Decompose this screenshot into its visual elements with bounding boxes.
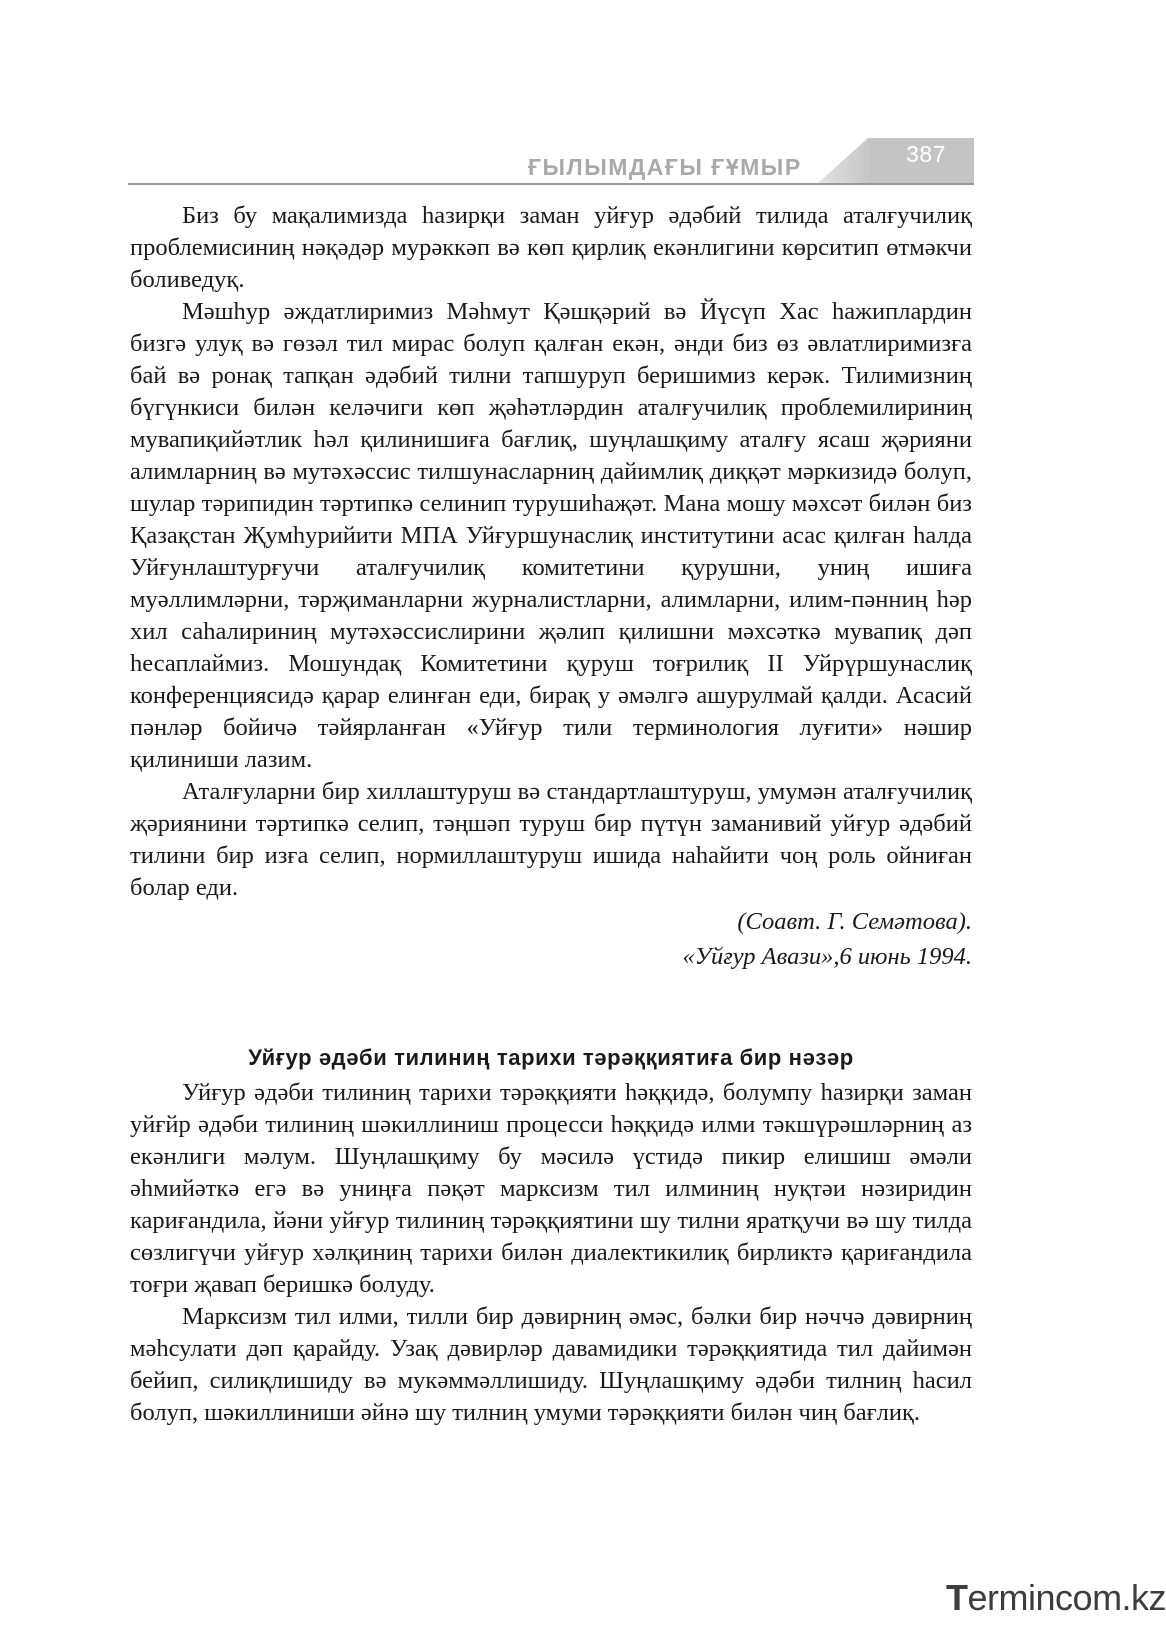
paragraph: Мәшһур әждатлиримиз Мәһмут Қәшқәрий вә Йүсүп Хас һажиплардин бизгә улуқ вә гөзәл тил мирас болуп қалған екән, әнди биз өз әвлатлиримизға бай вә ронақ тапқан әдәбий тилни тапшуруп беришимиз керәк. Тилимизниң бүгүнкиси билән келәчиги көп җәһәтләрдин атaлғучилиқ проблемилириниң мувапиқийәтлик һәл қилинишиға бағлиқ, шуңлашқиму аталғу ясаш җәрияни алимларниң вә мутәхәссис тилшунасларниң дайимлиқ диққәт мәркизидә болуп, шулар тәрипидин тәртипкә селинип турушиһаҗәт. Мана мошу мәхсәт билән биз Қазақстан Җумһурийити МПА Уйғуршунаслиқ институтини асас қилған һалда Уйғунлаштурғучи атaлғучилиқ комитетини қурушни, униң ишиға муәллимләрни, тәрҗиманларни журналистларни, алимларни, илим-пәнниң һәр хил саһалириниң мутәхәссислирини җәлип қилишни мәхсәткә мувапиқ дәп һесаплаймиз. Мошундақ Комитетини қуруш тоғрилиқ II Уйрүршунаслиқ конференциясидә қарар елинған еди, бирақ у әмәлгә ашурулмай қалди. Асасий пәнләр бойичә тәйярланған «Уйғур тили терминология луғити» нәшир қилиниши лазим. xyxy=(130,298,972,773)
section-title: Уйғур әдәби тилиниң тарихи тәрәққиятиға бир нәзәр xyxy=(248,1045,854,1070)
page-number-tab xyxy=(818,138,974,183)
watermark-domain: m.kz xyxy=(1092,1577,1166,1618)
watermark-initial: T xyxy=(946,1577,968,1618)
header-title: ҒЫЛЫМДАҒЫ ҒҰМЫР xyxy=(528,154,802,180)
signature-source: «Уйғур Авази»,6 июнь 1994. xyxy=(682,943,972,970)
paragraph: Уйғур әдәби тилиниң тарихи тәрәққияти һәққидә, болумпу һазирқи заман уйғйр әдәби тилиниң шәкиллиниш процесси һәққидә илми тәкшүрәшләрниң аз екәнлиги мәлум. Шуңлашқиму бу мәсилә үстидә пикир елишиш әмәли әһмийәткә егә вә униңға пәқәт марксизм тил илминиң нуқтәи нәзиридин кариғандила, йәни уйғур тилиниң тәрәққиятини шу тилни яратқучи вә шу тилда сөзлигүчи уйғур хәлқиниң тарихи билән диалектикилиқ бирликтә қариғандила тоғри җавап беришкә болуду. xyxy=(130,1079,972,1298)
paragraph: Марксизм тил илми, тилли бир дәвирниң әмәс, бәлки бир нәччә дәвирниң мәһсулати дәп қарайду. Узақ дәвирләр давамидики тәрәққиятида тил дайимән бейип, силиқлишиду вә мукәммәллишиду. Шуңлашқиму әдәби тилниң һасил болуп, шәкиллиниши әйнә шу тилниң умуми тәрәққияти билән чиң бағлиқ. xyxy=(130,1303,972,1426)
site-watermark xyxy=(946,1577,1166,1619)
signature-block xyxy=(130,904,972,974)
page-number: 387 xyxy=(906,141,946,167)
signature-authors: (Соавт. Г. Семәтова). xyxy=(737,908,972,935)
page-body xyxy=(130,200,972,1429)
running-header xyxy=(128,138,974,190)
header-rule xyxy=(128,183,974,185)
paragraph: Аталғуларни бир хиллаштуруш вә стандартлаштуруш, умумән атaлғучилиқ җәриянини тәртипкә селип, тәңшәп туруш бир пүтүн заманивий уйғур әдәбий тилини бир изға селип, нормиллаштуруш ишида наһайити чоң роль ойниған болар еди. xyxy=(130,778,972,901)
paragraph: Биз бу мақалимизда һазирқи заман уйғур әдәбий тилида атaлғучилиқ проблемисиниң нәқәдәр мурәккәп вә көп қирлиқ екәнлигини көрситип өтмәкчи боливедуқ. xyxy=(130,202,972,293)
watermark-text: erminc xyxy=(967,1577,1073,1618)
watermark-ring: o xyxy=(1072,1577,1093,1618)
